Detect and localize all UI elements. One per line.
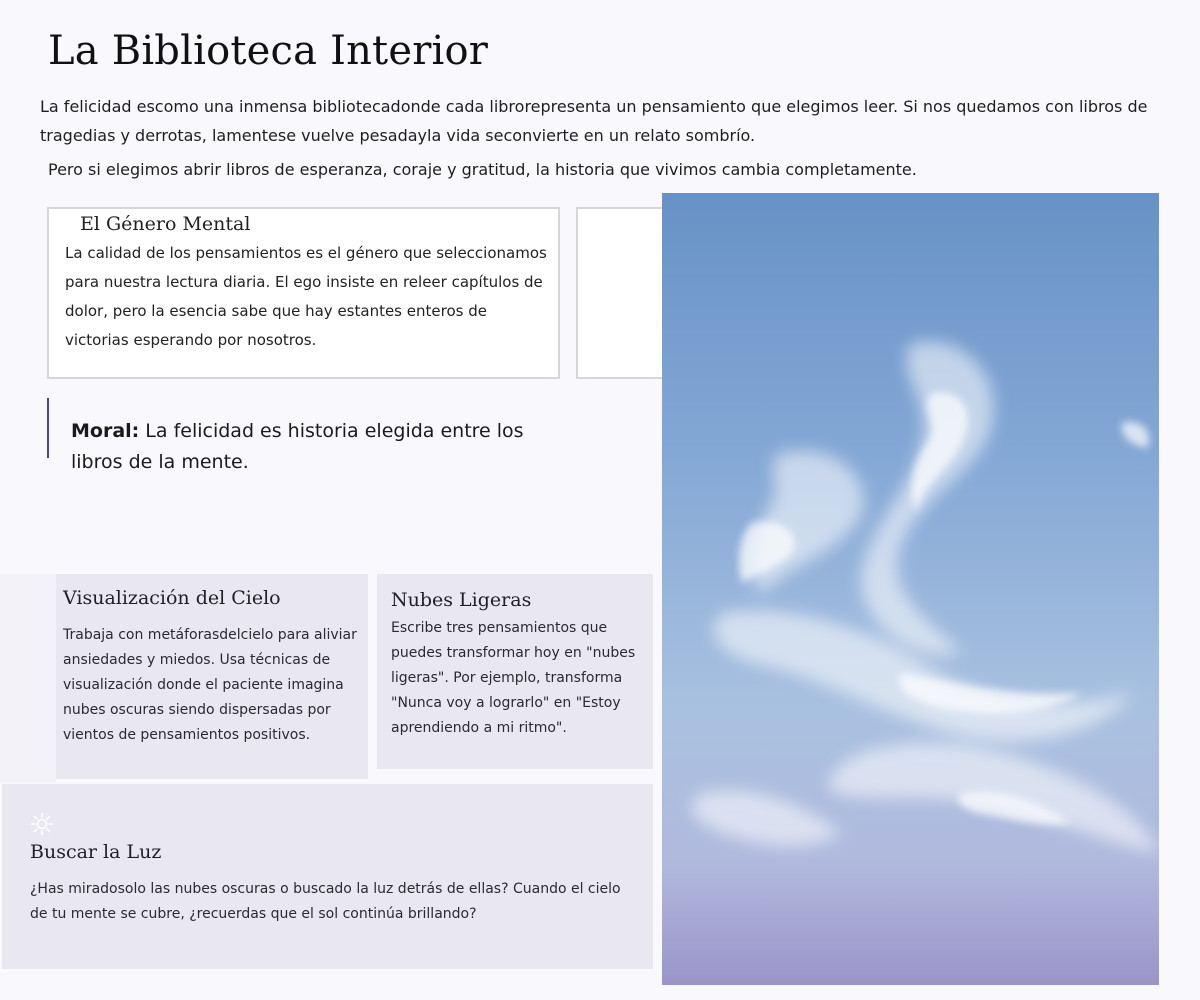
sky-photo xyxy=(662,193,1159,985)
intro-paragraph: La felicidad escomo una inmensa bibliotecadonde cada librorepresenta un pensamiento que elegimos leer. Si nos quedamos con libros de tragedias y derrotas, lamentese vuelve pesadayla vida seconvierte en un relato sombrío. xyxy=(40,97,1148,145)
side-strip xyxy=(0,574,56,782)
genero-mental-title: El Género Mental xyxy=(80,213,251,235)
visualizacion-body: Trabaja con metáforasdelcielo para aliviar ansiedades y miedos. Usa técnicas de visualización donde el paciente imagina nubes oscuras siendo dispersadas por vientos de pensamientos positivos. xyxy=(63,627,357,743)
buscar-luz-card xyxy=(2,784,653,969)
genero-mental-card xyxy=(47,207,560,379)
visualizacion-title: Visualización del Cielo xyxy=(63,587,281,609)
moral-quote xyxy=(47,398,549,473)
sun-icon xyxy=(30,812,54,836)
buscar-luz-body: ¿Has miradosolo las nubes oscuras o buscado la luz detrás de ellas? Cuando el cielo de tu mente se cubre, ¿recuerdas que el sol continúa brillando? xyxy=(30,881,621,922)
page-title: La Biblioteca Interior xyxy=(48,28,489,74)
moral-sentence: La felicidad es historia elegida entre los libros de la mente. xyxy=(71,420,524,473)
empty-card xyxy=(576,207,676,379)
moral-label: Moral: xyxy=(71,420,140,442)
buscar-luz-title: Buscar la Luz xyxy=(30,841,162,863)
genero-mental-body: La calidad de los pensamientos es el género que seleccionamos para nuestra lectura diaria. El ego insiste en releer capítulos de dolor, pero la esencia sabe que hay estantes enteros de victorias esperando por nosotros. xyxy=(65,244,547,349)
nubes-ligeras-card xyxy=(377,574,653,769)
visualizacion-card xyxy=(56,574,368,779)
nubes-ligeras-body: Escribe tres pensamientos que puedes transformar hoy en "nubes ligeras". Por ejemplo, transforma "Nunca voy a lograrlo" en "Estoy aprendiendo a mi ritmo". xyxy=(391,620,636,736)
intro-paragraph-secondary: Pero si elegimos abrir libros de esperanza, coraje y gratitud, la historia que vivimos cambia completamente. xyxy=(48,160,917,179)
moral-text xyxy=(49,398,549,478)
nubes-ligeras-title: Nubes Ligeras xyxy=(391,589,532,611)
